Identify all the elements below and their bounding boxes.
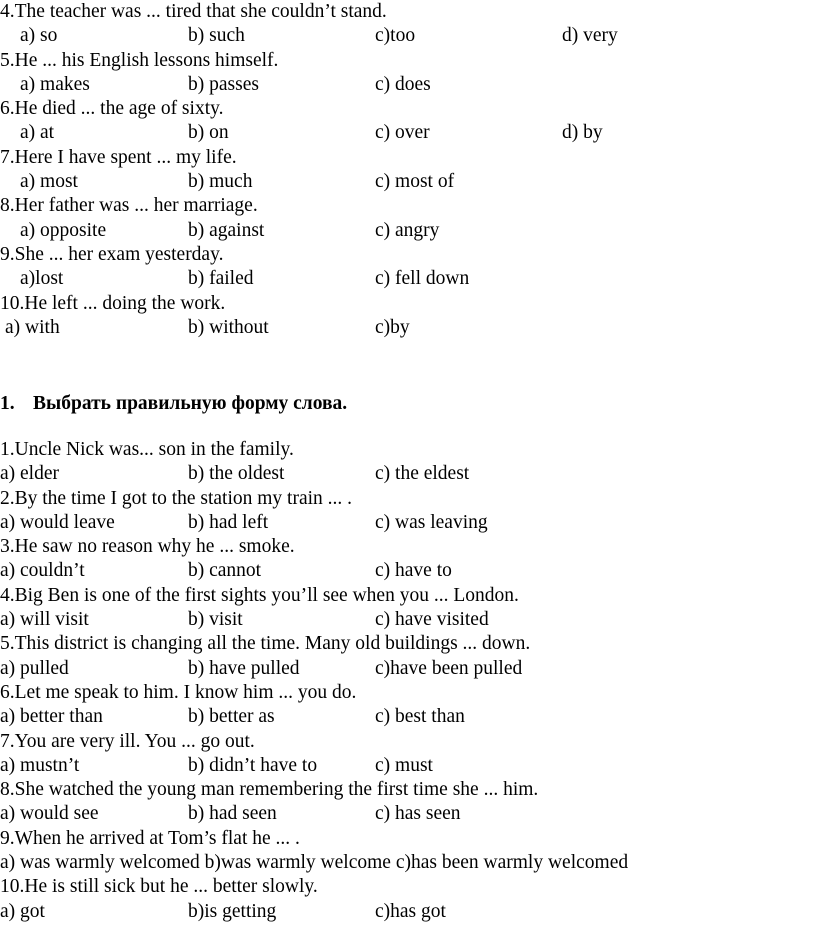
option-a: a) couldn’t: [0, 560, 85, 582]
option-c: c) angry: [375, 219, 440, 241]
section-number: 1.: [0, 393, 15, 414]
option-c: c) does: [375, 73, 431, 95]
option-a: a) at: [20, 122, 55, 144]
question-text: 8.She watched the young man remembering the first time she ... him.: [0, 779, 539, 801]
option-a: a) would see: [0, 803, 99, 825]
option-a: a) makes: [20, 73, 90, 95]
question-text: 9.She ... her exam yesterday.: [0, 243, 224, 265]
option-c: c) was leaving: [375, 511, 488, 533]
option-c: c) must: [375, 754, 433, 776]
question-text: 4.The teacher was ... tired that she couldn’t stand.: [0, 1, 387, 22]
option-b: b) cannot: [188, 560, 262, 582]
option-b: b) against: [188, 219, 265, 241]
option-b: b) such: [188, 25, 245, 47]
option-c: c)too: [375, 25, 416, 47]
option-b: b) visit: [188, 609, 243, 631]
option-d: d) very: [562, 25, 618, 47]
question-text: 8.Her father was ... her marriage.: [0, 195, 258, 217]
option-c: c) most of: [375, 171, 455, 193]
option-a: a) got: [0, 900, 45, 922]
option-b: b) without: [188, 316, 269, 338]
option-a: a)lost: [20, 268, 64, 290]
question-text: 9.When he arrived at Tom’s flat he ... .: [0, 827, 300, 849]
option-b: b) better as: [188, 706, 275, 728]
option-a: a) pulled: [0, 657, 69, 679]
option-a: a) would leave: [0, 511, 115, 533]
option-a: a) so: [20, 25, 58, 47]
option-b: b) failed: [188, 268, 254, 290]
option-c: c)has got: [375, 900, 446, 922]
option-c: c) over: [375, 122, 430, 144]
option-b: b) had seen: [188, 803, 277, 825]
section-title: Выбрать правильную форму слова.: [33, 393, 348, 414]
question-text: 6.He died ... the age of sixty.: [0, 98, 224, 120]
question-text: 6.Let me speak to him. I know him ... you do.: [0, 681, 357, 703]
option-c: c)have been pulled: [375, 657, 523, 679]
option-c: c) has seen: [375, 803, 461, 825]
option-b: b) the oldest: [188, 463, 285, 485]
option-a: a) will visit: [0, 609, 89, 631]
option-c: c) best than: [375, 706, 465, 728]
option-a: a) most: [20, 171, 78, 193]
options-line: a) was warmly welcomed b)was warmly welcome c)has been warmly welcomed: [0, 852, 629, 874]
option-b: b) had left: [188, 511, 269, 533]
option-b: b) didn’t have to: [188, 754, 318, 776]
option-a: a) elder: [0, 463, 59, 485]
question-text: 10.He is still sick but he ... better slowly.: [0, 876, 318, 898]
question-text: 5.He ... his English lessons himself.: [0, 49, 279, 71]
option-a: a) better than: [0, 706, 103, 728]
question-text: 7.You are very ill. You ... go out.: [0, 730, 255, 752]
option-a: a) opposite: [20, 219, 107, 241]
question-text: 2.By the time I got to the station my train ... .: [0, 487, 353, 509]
option-d: d) by: [562, 122, 603, 144]
option-b: b)is getting: [188, 900, 277, 922]
question-text: 7.Here I have spent ... my life.: [0, 146, 237, 168]
option-b: b) have pulled: [188, 657, 300, 679]
question-text: 1.Uncle Nick was... son in the family.: [0, 439, 294, 460]
option-c: c) fell down: [375, 268, 470, 290]
option-b: b) on: [188, 122, 229, 144]
option-c: c)by: [375, 316, 410, 338]
question-text: 10.He left ... doing the work.: [0, 292, 226, 314]
option-a: a) with: [5, 316, 60, 338]
option-c: c) have visited: [375, 609, 489, 631]
option-a: a) mustn’t: [0, 754, 80, 776]
option-c: c) the eldest: [375, 463, 470, 485]
question-text: 3.He saw no reason why he ... smoke.: [0, 536, 295, 558]
question-text: 4.Big Ben is one of the first sights you’ll see when you ... London.: [0, 584, 519, 606]
option-b: b) passes: [188, 73, 259, 95]
question-text: 5.This district is changing all the time. Many old buildings ... down.: [0, 633, 531, 655]
option-c: c) have to: [375, 560, 452, 582]
option-b: b) much: [188, 171, 253, 193]
